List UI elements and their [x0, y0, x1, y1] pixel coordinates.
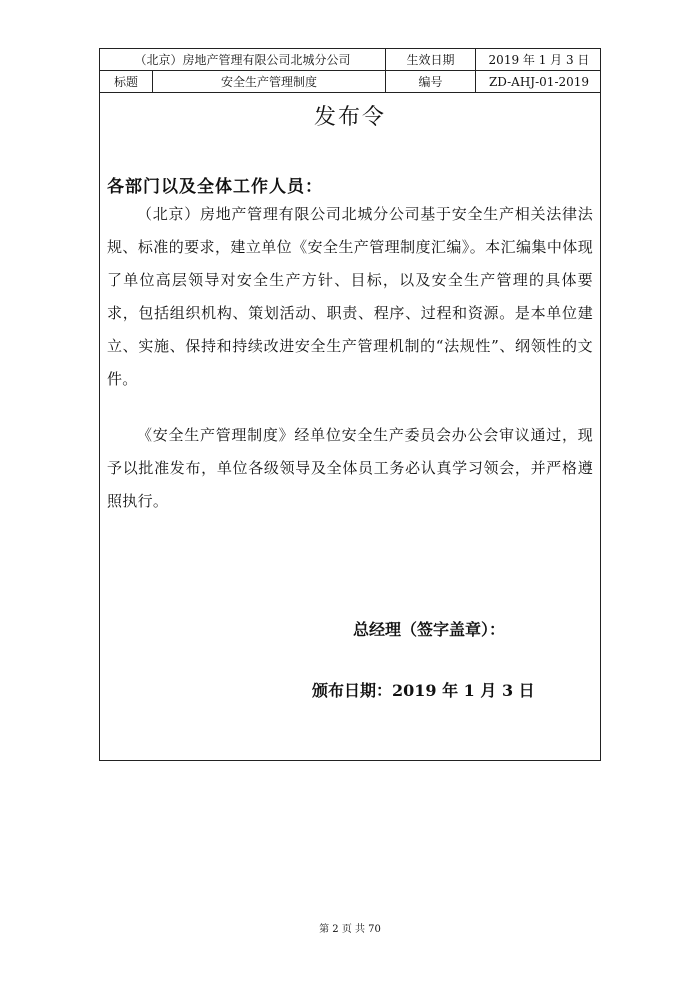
page-footer: 第 2 页 共 70 [319, 924, 381, 935]
document-frame [99, 48, 601, 761]
header-row-1 [100, 49, 600, 71]
signature-label: 总经理（签字盖章）： [353, 620, 506, 639]
title-value: 安全生产管理制度 [152, 71, 385, 92]
company-name: （北京）房地产管理有限公司北城分公司 [134, 53, 351, 67]
title-label: 标题 [113, 75, 138, 89]
salutation: 各部门以及全体工作人员： [107, 177, 323, 197]
number-label: 编号 [385, 71, 475, 92]
header-row-2 [100, 71, 600, 93]
release-date: 颁布日期：2019 年 1 月 3 日 [312, 681, 535, 700]
effective-date-value: 2019 年 1 月 3 日 [475, 49, 602, 70]
effective-date-label: 生效日期 [385, 49, 475, 70]
document-title: 发布令 [313, 105, 386, 130]
paragraph-1: （北京）房地产管理有限公司北城分公司基于安全生产相关法律法规、标准的要求，建立单位《安全生产管理制度汇编》。本汇编集中体现了单位高层领导对安全生产方针、目标，以及安全生产管理的具体要求，包括组织机构、策划活动、职责、程序、过程和资源。是本单位建立、实施、保持和持续改进安全生产管理机制的“法规性”、纲领性的文件。 [107, 205, 593, 388]
number-value: ZD-AHJ-01-2019 [475, 71, 602, 92]
paragraph-2: 《安全生产管理制度》经单位安全生产委员会办公会审议通过，现予以批准发布，单位各级领导及全体员工务必认真学习领会，并严格遵照执行。 [107, 426, 593, 510]
